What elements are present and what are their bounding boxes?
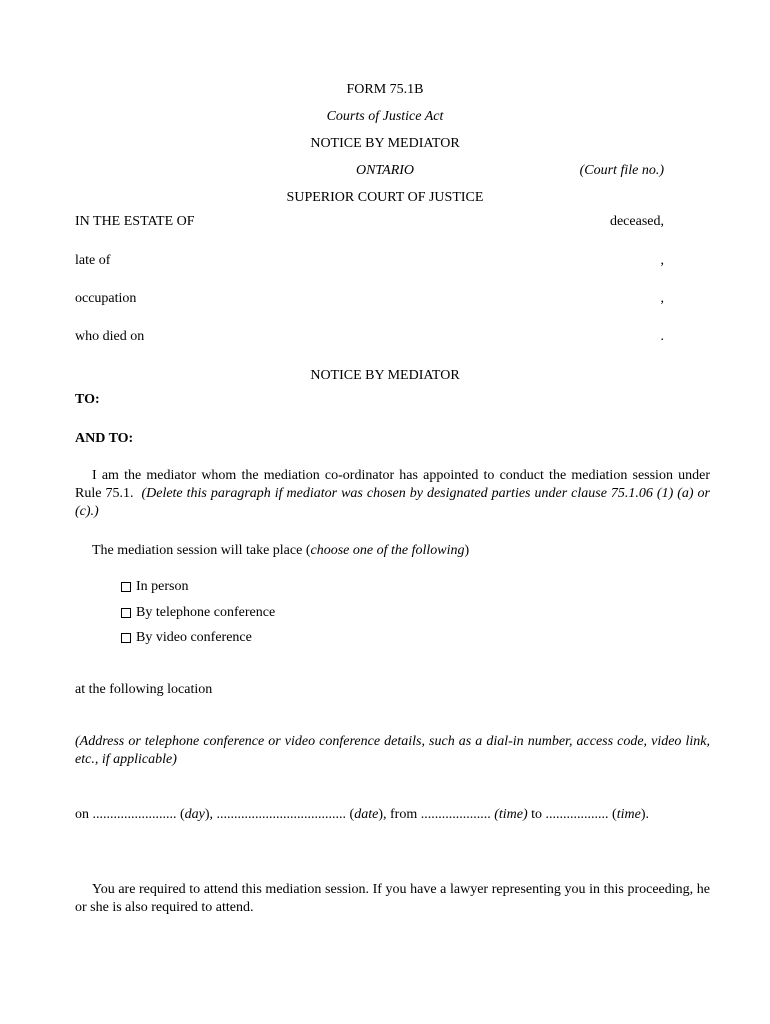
schedule-time-start: (time) bbox=[494, 807, 528, 822]
schedule-after-date: ), from .................... bbox=[378, 807, 495, 822]
schedule-to: to .................. ( bbox=[527, 807, 617, 822]
telephone-checkbox[interactable] bbox=[121, 608, 131, 618]
session-type-instruction: choose one of the following bbox=[310, 543, 465, 558]
option-in-person[interactable] bbox=[121, 578, 189, 596]
province: ONTARIO bbox=[355, 163, 415, 178]
schedule-day: day bbox=[184, 807, 205, 822]
occupation-label: occupation bbox=[75, 291, 137, 306]
court-name: SUPERIOR COURT OF JUSTICE bbox=[286, 190, 484, 205]
schedule-after-day: ), ..................................... ( bbox=[204, 807, 355, 822]
died-on-punct: . bbox=[660, 329, 664, 344]
appointment-text: I am the mediator whom the mediation co-ordinator has appointed to conduct the mediation session under Rule 75.1. bbox=[75, 468, 710, 501]
attendance-paragraph: You are required to attend this mediation session. If you have a lawyer representing you in this proceeding, he or she is also required to attend. bbox=[75, 882, 710, 915]
appointment-instruction: (Delete this paragraph if mediator was chosen by designated parties under clause 75.1.06 (1) (a) or (c).) bbox=[75, 486, 711, 519]
to-label: TO: bbox=[75, 392, 100, 407]
deceased-label: deceased, bbox=[609, 214, 664, 229]
option-telephone[interactable] bbox=[121, 604, 275, 622]
session-type-close: ) bbox=[464, 543, 470, 558]
in-person-checkbox[interactable] bbox=[121, 582, 131, 592]
schedule-line bbox=[75, 806, 649, 824]
option-video[interactable] bbox=[121, 629, 252, 647]
late-of-punct: , bbox=[660, 253, 664, 268]
form-title: NOTICE BY MEDIATOR bbox=[310, 136, 460, 151]
video-checkbox[interactable] bbox=[121, 633, 131, 643]
occupation-punct: , bbox=[660, 291, 664, 306]
schedule-date: date bbox=[354, 807, 379, 822]
schedule-on: on ........................ ( bbox=[75, 807, 185, 822]
late-of-label: late of bbox=[75, 253, 111, 268]
died-on-label: who died on bbox=[75, 329, 145, 344]
schedule-time-end: time bbox=[616, 807, 641, 822]
telephone-label: By telephone conference bbox=[136, 605, 276, 620]
mediator-appointment-paragraph bbox=[75, 467, 710, 521]
session-type-text: The mediation session will take place ( bbox=[92, 543, 311, 558]
act-name: Courts of Justice Act bbox=[326, 109, 444, 124]
schedule-end: ). bbox=[640, 807, 649, 822]
in-person-label: In person bbox=[136, 579, 189, 594]
estate-label: IN THE ESTATE OF bbox=[75, 214, 195, 229]
court-file-number: (Court file no.) bbox=[579, 163, 664, 178]
location-instruction: (Address or telephone conference or video conference details, such as a dial-in number, access code, video link, etc., if applicable) bbox=[75, 734, 710, 767]
session-type-paragraph bbox=[92, 542, 469, 560]
location-label: at the following location bbox=[75, 682, 213, 697]
form-number: FORM 75.1B bbox=[346, 82, 424, 97]
and-to-label: AND TO: bbox=[75, 431, 134, 446]
video-label: By video conference bbox=[136, 630, 252, 645]
notice-heading: NOTICE BY MEDIATOR bbox=[310, 368, 460, 383]
